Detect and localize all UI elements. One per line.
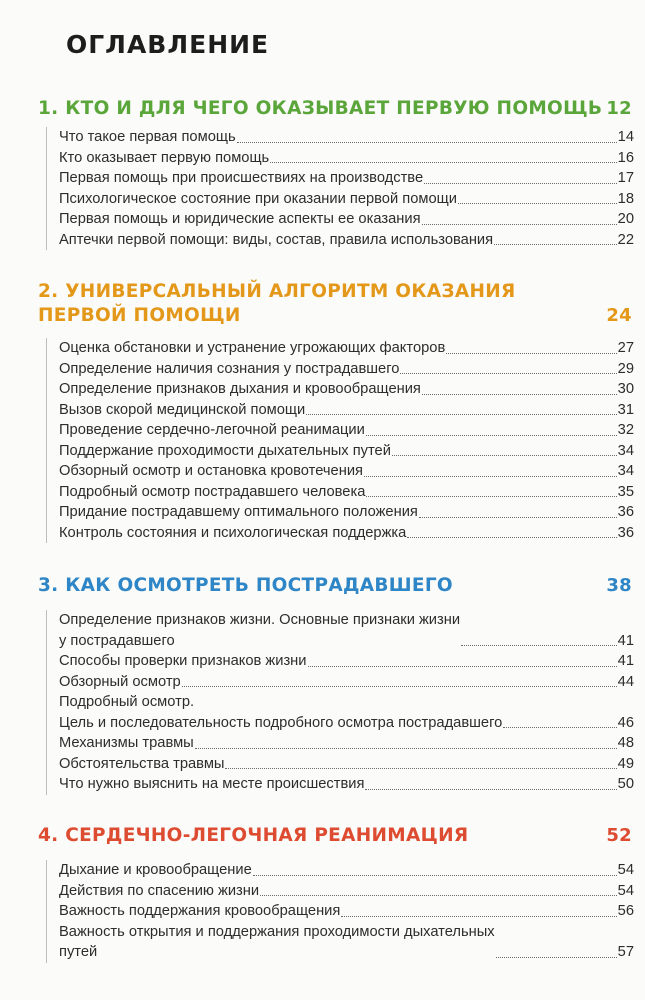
toc-entry[interactable] <box>59 922 634 963</box>
dot-leader <box>392 455 617 456</box>
section-entries <box>46 338 632 543</box>
toc-entry[interactable] <box>59 441 634 462</box>
entry-page: 54 <box>617 862 634 878</box>
section-heading[interactable] <box>38 574 632 598</box>
toc-entry[interactable] <box>59 502 634 523</box>
toc-entry[interactable] <box>59 901 634 922</box>
dot-leader <box>195 748 617 749</box>
toc-entry[interactable] <box>59 420 634 441</box>
entry-page: 34 <box>617 442 634 459</box>
toc-entry[interactable] <box>59 209 634 230</box>
entry-title: Цель и последовательность подробного осмотра пострадавшего <box>59 714 503 731</box>
entry-title: Определение признаков дыхания и кровообращения <box>59 381 421 397</box>
entry-title: Действия по спасению жизни <box>59 882 260 899</box>
toc-entry[interactable] <box>59 651 634 672</box>
entry-page: 44 <box>617 673 634 690</box>
entry-page: 27 <box>617 340 634 356</box>
entry-title: Важность поддержания кровообращения <box>59 903 341 919</box>
entry-page: 29 <box>617 360 634 377</box>
dot-leader <box>422 224 617 225</box>
entry-title: Контроль состояния и психологическая поддержка <box>59 524 407 541</box>
section-heading[interactable] <box>38 280 632 328</box>
dot-leader <box>366 435 617 436</box>
entry-title: Первая помощь при происшествиях на производстве <box>59 170 424 186</box>
section-page: 52 <box>606 825 632 846</box>
dot-leader <box>494 244 617 245</box>
section-page: 38 <box>606 575 632 596</box>
entry-page: 41 <box>617 653 634 669</box>
entry-page: 56 <box>617 903 634 919</box>
section-title: 3. КАК ОСМОТРЕТЬ ПОСТРАДАВШЕГО <box>38 575 453 596</box>
toc-entry[interactable] <box>59 400 634 421</box>
dot-leader <box>308 666 617 667</box>
entry-title: Поддержание проходимости дыхательных путей <box>59 442 391 459</box>
entry-title: Что нужно выяснить на месте происшествия <box>59 776 365 792</box>
toc-entry[interactable] <box>59 379 634 400</box>
dot-leader <box>400 373 616 374</box>
toc-entry[interactable] <box>59 461 634 482</box>
toc-entry[interactable] <box>59 338 634 359</box>
dot-leader <box>366 496 616 497</box>
toc-entry[interactable] <box>59 189 634 210</box>
toc-entry[interactable] <box>59 359 634 380</box>
toc-entry[interactable] <box>59 230 634 251</box>
section-entries <box>46 127 632 250</box>
entry-title: Кто оказывает первую помощь <box>59 149 270 166</box>
dot-leader <box>419 517 617 518</box>
section-page: 12 <box>606 98 632 119</box>
entry-page: 48 <box>617 735 634 751</box>
toc-entry[interactable] <box>59 672 634 693</box>
entry-title: Обстоятельства травмы <box>59 755 225 772</box>
entry-page: 16 <box>617 149 634 166</box>
entry-page: 54 <box>617 882 634 899</box>
entry-title: Важность открытия и поддержания проходимости дыхательных путей <box>59 923 495 960</box>
entry-page: 46 <box>617 714 634 731</box>
section-title: 1. КТО И ДЛЯ ЧЕГО ОКАЗЫВАЕТ ПЕРВУЮ ПОМОЩЬ <box>38 98 603 119</box>
dot-leader <box>225 768 616 769</box>
section-entries <box>46 610 632 795</box>
entry-title: Что такое первая помощь <box>59 129 236 145</box>
toc-entry[interactable] <box>59 860 634 881</box>
entry-title: Подробный осмотр. <box>59 694 195 710</box>
entry-page: 17 <box>617 170 634 186</box>
dot-leader <box>237 142 617 143</box>
dot-leader <box>341 916 616 917</box>
toc-section-2 <box>38 280 632 543</box>
entry-page: 36 <box>617 524 634 541</box>
toc-entry[interactable] <box>59 881 634 902</box>
section-entries <box>46 860 632 963</box>
toc-entry[interactable] <box>59 127 634 148</box>
entry-page: 14 <box>617 129 634 145</box>
dot-leader <box>182 686 617 687</box>
dot-leader <box>503 727 616 728</box>
dot-leader <box>424 183 617 184</box>
entry-title: Первая помощь и юридические аспекты ее оказания <box>59 211 421 227</box>
toc-entry[interactable] <box>59 713 634 734</box>
entry-page: 22 <box>617 231 634 248</box>
dot-leader <box>260 895 617 896</box>
entry-title: Механизмы травмы <box>59 735 194 751</box>
entry-page: 32 <box>617 422 634 438</box>
entry-title: Проведение сердечно-легочной реанимации <box>59 422 365 438</box>
entry-title: Определение признаков жизни. Основные признаки жизни у пострадавшего <box>59 612 461 649</box>
toc-entry[interactable] <box>59 692 634 713</box>
toc-entry[interactable] <box>59 610 634 651</box>
toc-section-1 <box>38 97 632 250</box>
entry-page: 36 <box>617 504 634 520</box>
toc-entry[interactable] <box>59 754 634 775</box>
entry-page: 50 <box>617 776 634 792</box>
toc-entry[interactable] <box>59 523 634 544</box>
dot-leader <box>253 875 617 876</box>
dot-leader <box>365 789 616 790</box>
entry-title: Придание пострадавшему оптимального положения <box>59 504 418 520</box>
entry-page: 35 <box>617 483 634 500</box>
section-heading[interactable] <box>38 97 632 121</box>
entry-page: 41 <box>617 632 634 649</box>
dot-leader <box>270 162 616 163</box>
entry-page: 34 <box>617 463 634 479</box>
entry-page: 20 <box>617 211 634 227</box>
section-heading[interactable] <box>38 824 632 848</box>
dot-leader <box>407 537 616 538</box>
entry-title: Оценка обстановки и устранение угрожающих факторов <box>59 340 446 356</box>
dot-leader <box>306 414 616 415</box>
entry-title: Дыхание и кровообращение <box>59 862 252 878</box>
toc-entry[interactable] <box>59 733 634 754</box>
section-title: 4. СЕРДЕЧНО-ЛЕГОЧНАЯ РЕАНИМАЦИЯ <box>38 825 469 846</box>
dot-leader <box>458 203 617 204</box>
toc-entry[interactable] <box>59 148 634 169</box>
toc-section-4 <box>38 824 632 963</box>
dot-leader <box>446 353 616 354</box>
entry-title: Способы проверки признаков жизни <box>59 653 307 669</box>
dot-leader <box>422 394 617 395</box>
dot-leader <box>496 957 617 958</box>
entry-page: 57 <box>617 944 634 960</box>
toc-section-3 <box>38 574 632 795</box>
entry-title: Определение наличия сознания у пострадавшего <box>59 360 400 377</box>
page-title: ОГЛАВЛЕНИЕ <box>66 30 270 59</box>
entry-title: Психологическое состояние при оказании первой помощи <box>59 190 457 207</box>
dot-leader <box>364 476 617 477</box>
entry-page: 49 <box>617 755 634 772</box>
section-page: 24 <box>606 305 632 326</box>
dot-leader <box>461 645 617 646</box>
entry-page: 31 <box>617 401 634 418</box>
entry-title: Обзорный осмотр и остановка кровотечения <box>59 463 363 479</box>
entry-title: Обзорный осмотр <box>59 673 181 690</box>
entry-page: 30 <box>617 381 634 397</box>
entry-title: Подробный осмотр пострадавшего человека <box>59 483 366 500</box>
toc-entry[interactable] <box>59 482 634 503</box>
toc-entry[interactable] <box>59 774 634 795</box>
toc-entry[interactable] <box>59 168 634 189</box>
entry-title: Вызов скорой медицинской помощи <box>59 401 306 418</box>
section-title: 2. УНИВЕРСАЛЬНЫЙ АЛГОРИТМ ОКАЗАНИЯ ПЕРВОЙ ПОМОЩИ <box>38 281 516 326</box>
entry-page: 18 <box>617 190 634 207</box>
entry-title: Аптечки первой помощи: виды, состав, правила использования <box>59 231 494 248</box>
